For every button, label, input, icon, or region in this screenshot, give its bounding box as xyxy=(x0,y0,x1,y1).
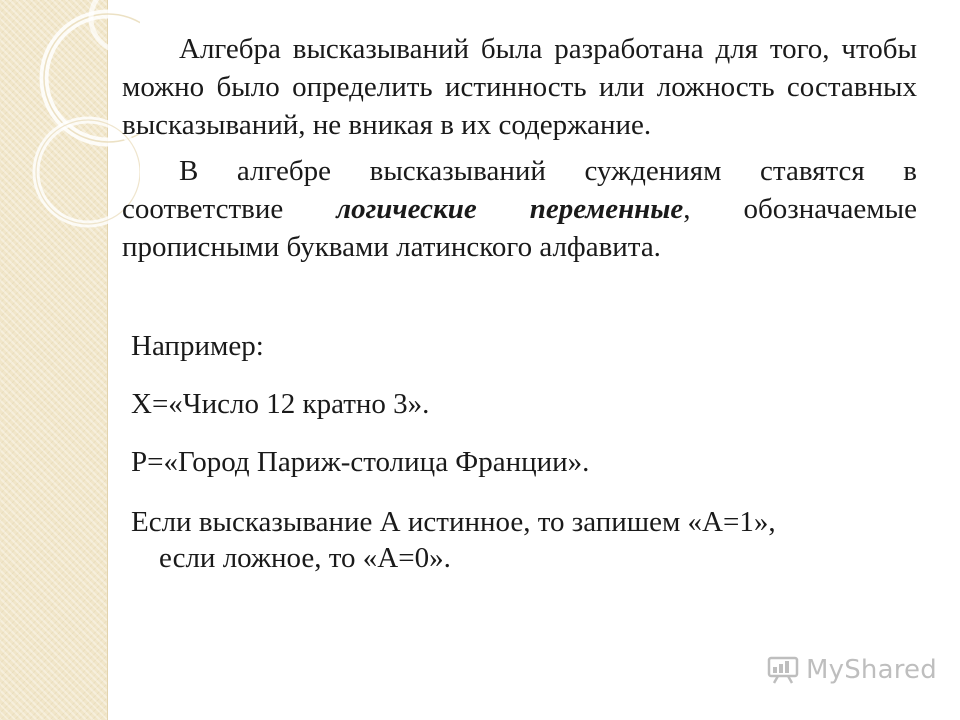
paragraph-variables xyxy=(122,152,917,266)
paragraph-variables-tail: , обозначаемые прописными буквами латинского алфавита. xyxy=(122,193,917,263)
presentation-board-icon xyxy=(766,655,800,685)
example-p: Р=«Город Париж-столица Франции». xyxy=(131,446,590,478)
watermark-text: MyShared xyxy=(806,655,937,685)
example-x: Х=«Число 12 кратно 3». xyxy=(131,388,430,420)
slide-body xyxy=(122,30,917,266)
rule-false: если ложное, то «А=0». xyxy=(159,542,451,574)
decorative-rings-icon xyxy=(0,0,140,300)
paragraph-variables-lead: В алгебре высказываний суждениям ставятся в соответствие xyxy=(122,155,917,225)
term-logical-variables: логические переменные xyxy=(336,193,684,225)
rule-true: Если высказывание А истинное, то запишем «А=1», xyxy=(131,506,776,538)
watermark-logo xyxy=(766,655,937,685)
example-heading: Например: xyxy=(131,330,264,362)
paragraph-definition: Алгебра высказываний была разработана для того, чтобы можно было определить истинность или ложность составных высказываний, не вникая в их содержание. xyxy=(122,33,917,141)
